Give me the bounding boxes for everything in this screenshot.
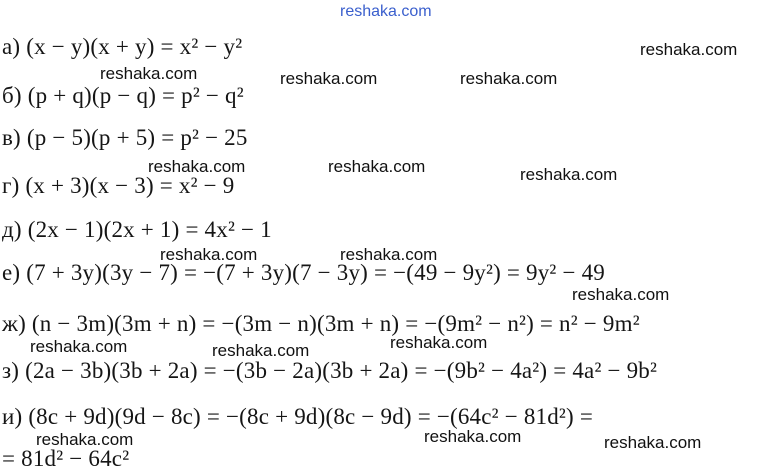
site-watermark: reshaka.com [280, 69, 378, 88]
equation-line-v: в) (p − 5)(p + 5) = p² − 25 [2, 125, 248, 150]
equation-line-i: и) (8c + 9d)(9d − 8c) = −(8c + 9d)(8c − 9d) = −(64c² − 81d²) = [2, 404, 594, 429]
site-watermark: reshaka.com [212, 341, 310, 360]
site-watermark: reshaka.com [328, 157, 426, 176]
equation-line-b: б) (p + q)(p − q) = p² − q² [2, 83, 244, 108]
site-watermark: reshaka.com [460, 69, 558, 88]
site-watermark: reshaka.com [148, 157, 246, 176]
equation-line-d: д) (2x − 1)(2x + 1) = 4x² − 1 [2, 217, 272, 242]
site-watermark: reshaka.com [520, 165, 618, 184]
site-watermark: reshaka.com [390, 333, 488, 352]
site-watermark: reshaka.com [160, 245, 258, 264]
site-watermark-top: reshaka.com [340, 3, 432, 20]
equation-line-g: г) (x + 3)(x − 3) = x² − 9 [2, 173, 235, 198]
site-watermark: reshaka.com [340, 245, 438, 264]
equation-line-e: е) (7 + 3y)(3y − 7) = −(7 + 3y)(7 − 3y) = −(49 − 9y²) = 9y² − 49 [2, 260, 605, 285]
site-watermark: reshaka.com [424, 427, 522, 446]
equation-line-z: з) (2a − 3b)(3b + 2a) = −(3b − 2a)(3b + 2a) = −(9b² − 4a²) = 4a² − 9b² [2, 358, 658, 383]
site-watermark: reshaka.com [36, 430, 134, 449]
equation-line-i-continued: = 81d² − 64c² [2, 446, 130, 471]
equation-line-a: а) (x − y)(x + y) = x² − y² [2, 34, 243, 59]
site-watermark: reshaka.com [100, 64, 198, 83]
site-watermark: reshaka.com [572, 285, 670, 304]
site-watermark: reshaka.com [30, 337, 128, 356]
site-watermark: reshaka.com [640, 40, 738, 59]
site-watermark: reshaka.com [604, 433, 702, 452]
equation-line-zh: ж) (n − 3m)(3m + n) = −(3m − n)(3m + n) = −(9m² − n²) = n² − 9m² [2, 311, 640, 336]
